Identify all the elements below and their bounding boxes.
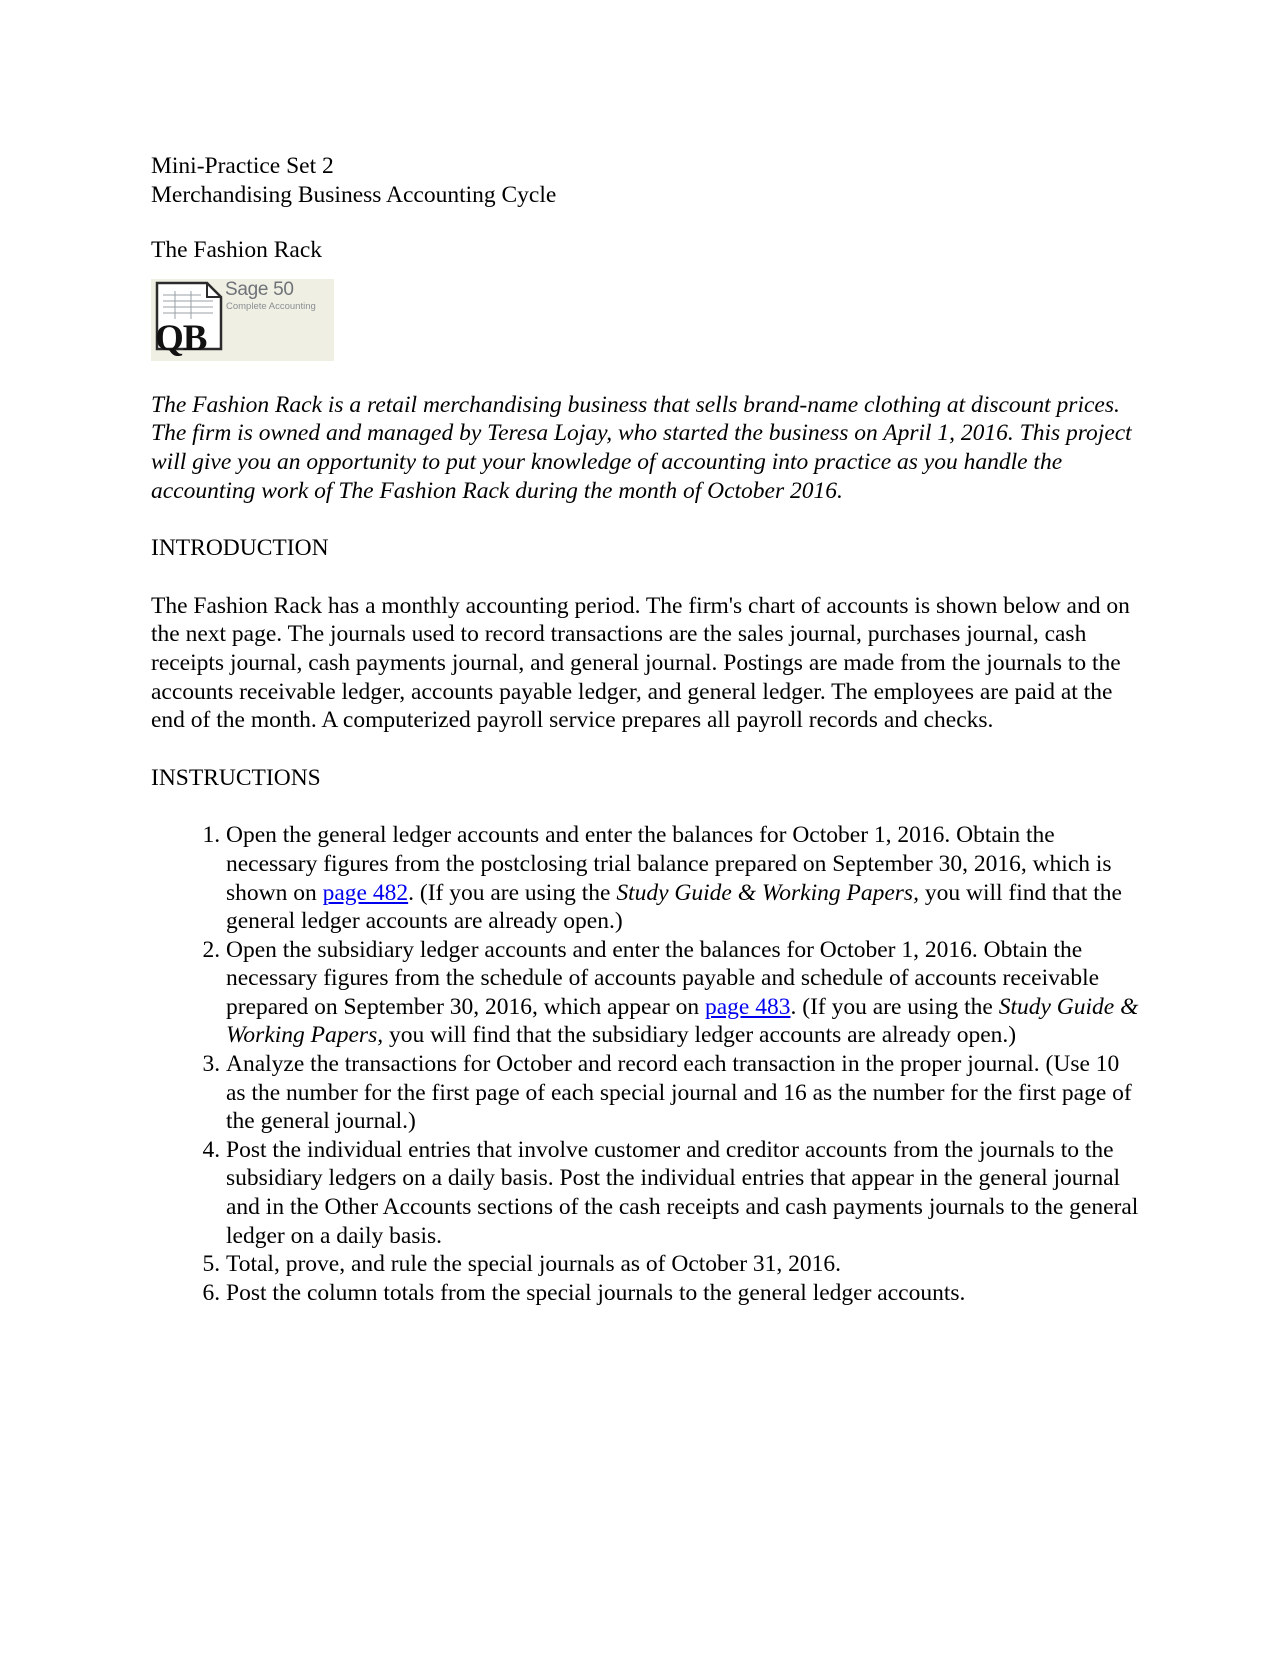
set-title: Mini-Practice Set 2 bbox=[151, 153, 334, 179]
page-483-link[interactable]: page 483 bbox=[705, 993, 791, 1020]
company-name: The Fashion Rack bbox=[151, 237, 322, 264]
logo-badge-text: QB bbox=[155, 317, 207, 359]
document-page bbox=[151, 152, 1141, 1307]
set-subtitle: Merchandising Business Accounting Cycle bbox=[151, 181, 557, 208]
instruction-item-4: 4. Post the individual entries that involve customer and creditor accounts from the journals to the subsidiary ledgers on a daily basis. Post the individual entries that appear in the general journal and in the Other Accounts sections of the cash receipts and cash payments journals to the general ledger on a daily basis. bbox=[226, 1136, 1141, 1250]
instruction-item-3: 3. Analyze the transactions for October and record each transaction in the proper journal. (Use 10 as the number for the first page of each special journal and 16 as the number for the first page of the general journal.) bbox=[226, 1050, 1141, 1136]
intro-paragraph: The Fashion Rack is a retail merchandising business that sells brand-name clothing at discount prices. The firm is owned and managed by Teresa Lojay, who started the business on April 1, 2016. This project will give you an opportunity to put your knowledge of accounting into practice as you handle the accounting work of The Fashion Rack during the month of October 2016. bbox=[151, 391, 1132, 504]
instruction-item-2: 2. Open the subsidiary ledger accounts and enter the balances for October 1, 2016. Obtain the necessary figures from the schedule of accounts payable and schedule of accounts receivable prepared on September 30, 2016, which appear on page 483. (If you are using the Study Guide & Working Papers, you will find that the subsidiary ledger accounts are already open.) bbox=[226, 936, 1141, 1050]
study-guide-title: Study Guide & Working Papers, bbox=[616, 879, 919, 906]
instruction-item-5: 5. Total, prove, and rule the special journals as of October 31, 2016. bbox=[226, 1250, 1141, 1279]
spacer bbox=[151, 563, 1141, 592]
instructions-list bbox=[151, 821, 1141, 1307]
study-guide-title: Study Guide & Working Papers, bbox=[226, 993, 1139, 1049]
introduction-heading: INTRODUCTION bbox=[151, 535, 329, 562]
page-482-link[interactable]: page 482 bbox=[322, 879, 409, 906]
sage-qb-logo bbox=[151, 279, 334, 361]
spacer bbox=[151, 792, 1141, 821]
introduction-paragraph: The Fashion Rack has a monthly accounting period. The firm's chart of accounts is shown below and on the next page. The journals used to record transactions are the sales journal, purchases journal, cash receipts journal, cash payments journal, and general journal. Postings are made from the journals to the accounts receivable ledger, accounts payable ledger, and general ledger. The employees are paid at the end of the month. A computerized payroll service prepares all payroll records and checks. bbox=[151, 592, 1130, 734]
spacer bbox=[151, 735, 1141, 764]
spacer bbox=[151, 209, 1141, 236]
instructions-heading: INSTRUCTIONS bbox=[151, 764, 321, 791]
logo-brand-text: Sage 50 bbox=[225, 278, 294, 300]
instruction-item-6: 6. Post the column totals from the special journals to the general ledger accounts. bbox=[226, 1279, 1141, 1308]
instruction-item-1: 1. Open the general ledger accounts and enter the balances for October 1, 2016. Obtain the necessary figures from the postclosing trial balance prepared on September 30, 2016, which is shown on page 482. (If you are using the Study Guide & Working Papers, you will find that the general ledger accounts are already open.) bbox=[226, 821, 1141, 935]
logo-subtitle-text: Complete Accounting bbox=[226, 300, 316, 312]
spacer bbox=[151, 505, 1141, 534]
